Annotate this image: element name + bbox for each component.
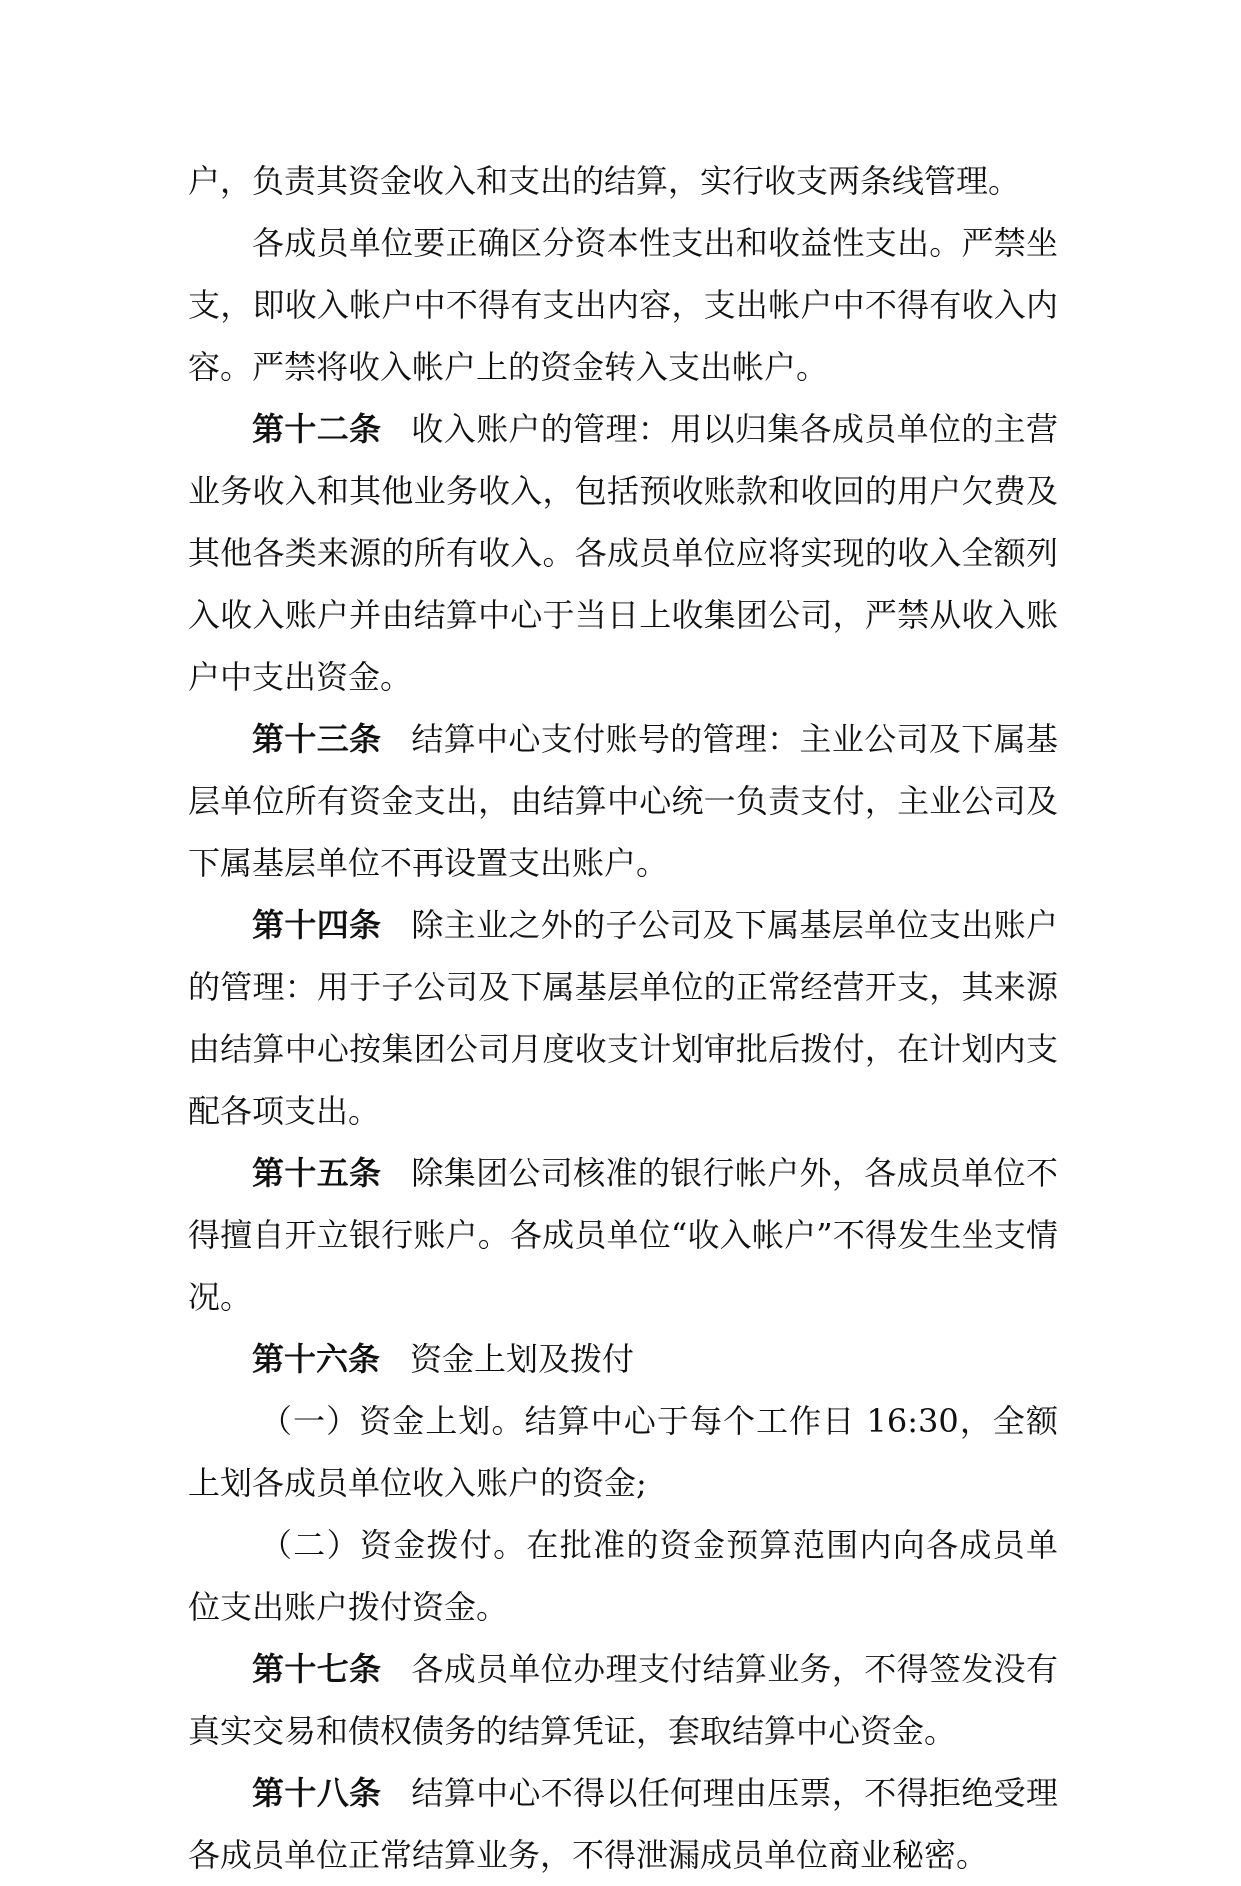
article-18-body: 结算中心不得以任何理由压票，不得拒绝受理各成员单位正常结算业务，不得泄漏成员单位商业秘密。 <box>188 1774 1058 1874</box>
article-13-body: 结算中心支付账号的管理：主业公司及下属基层单位所有资金支出，由结算中心统一负责支付，主业公司及下属基层单位不再设置支出账户。 <box>188 720 1058 882</box>
paragraph-continuation: 户，负责其资金收入和支出的结算，实行收支两条线管理。 <box>188 162 1021 200</box>
article-17 <box>188 1638 1058 1762</box>
article-17-heading: 第十七条 <box>252 1650 382 1688</box>
article-16-item-2: （二）资金拨付。在批准的资金预算范围内向各成员单位支出账户拨付资金。 <box>188 1526 1058 1626</box>
article-15 <box>188 1142 1058 1328</box>
article-12-body: 收入账户的管理：用以归集各成员单位的主营业务收入和其他业务收入，包括预收账款和收回的用户欠费及其他各类来源的所有收入。各成员单位应将实现的收入全额列入收入账户并由结算中心于当日上收集团公司，严禁从收入账户中支出资金。 <box>188 410 1058 696</box>
article-15-body: 除集团公司核准的银行帐户外，各成员单位不得擅自开立银行账户。各成员单位“收入帐户”不得发生坐支情况。 <box>188 1154 1058 1316</box>
article-15-heading: 第十五条 <box>252 1154 382 1192</box>
article-18-heading: 第十八条 <box>252 1774 382 1812</box>
article-12 <box>188 398 1058 708</box>
article-13 <box>188 708 1058 894</box>
paragraph-account-separation: 各成员单位要正确区分资本性支出和收益性支出。严禁坐支，即收入帐户中不得有支出内容，支出帐户中不得有收入内容。严禁将收入帐户上的资金转入支出帐户。 <box>188 224 1058 386</box>
article-14-heading: 第十四条 <box>252 906 382 944</box>
article-16 <box>188 1328 1058 1390</box>
article-16-heading: 第十六条 <box>252 1340 381 1378</box>
document-page <box>188 150 1058 1886</box>
article-12-heading: 第十二条 <box>252 410 382 448</box>
article-18 <box>188 1762 1058 1886</box>
article-16-body: 资金上划及拨付 <box>410 1340 635 1378</box>
article-14-body: 除主业之外的子公司及下属基层单位支出账户的管理：用于子公司及下属基层单位的正常经营开支，其来源由结算中心按集团公司月度收支计划审批后拨付，在计划内支配各项支出。 <box>188 906 1058 1130</box>
article-17-body: 各成员单位办理支付结算业务，不得签发没有真实交易和债权债务的结算凭证，套取结算中心资金。 <box>188 1650 1058 1750</box>
article-13-heading: 第十三条 <box>252 720 382 758</box>
article-16-item-1: （一）资金上划。结算中心于每个工作日 16:30，全额上划各成员单位收入账户的资金; <box>188 1402 1058 1502</box>
article-14 <box>188 894 1058 1142</box>
